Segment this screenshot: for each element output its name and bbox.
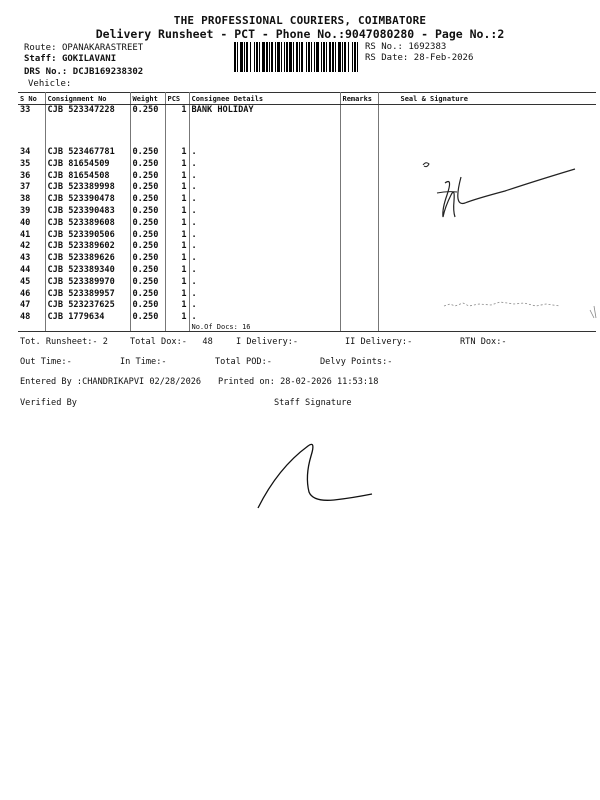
- faint-stamp-marks: [440, 292, 600, 322]
- consignment-no-cell: CJB 81654509: [45, 159, 130, 171]
- seal-signature-cell: [378, 277, 596, 289]
- company-title: THE PROFESSIONAL COURIERS, COIMBATORE: [173, 14, 427, 27]
- table-row: [18, 253, 596, 265]
- sno-cell: 46: [18, 289, 45, 301]
- consignee-details-cell: .: [189, 230, 340, 242]
- consignment-no-cell: CJB 81654508: [45, 171, 130, 183]
- pcs-cell: 1: [165, 241, 189, 253]
- pcs-cell: 1: [165, 265, 189, 277]
- handwritten-staff-signature: [250, 430, 380, 515]
- consignment-no-cell: CJB 523389602: [45, 241, 130, 253]
- sno-cell: 39: [18, 206, 45, 218]
- consignee-details-cell: .: [189, 241, 340, 253]
- staff-value: GOKILAVANI: [61, 54, 117, 64]
- consignee-details-cell: .: [189, 194, 340, 206]
- weight-cell: 0.250: [130, 265, 165, 277]
- consignee-details-cell: .: [189, 300, 340, 312]
- weight-cell: 0.250: [130, 277, 165, 289]
- pcs-cell: 1: [165, 171, 189, 183]
- pcs-cell: 1: [165, 105, 189, 148]
- table-row: [18, 241, 596, 253]
- pcs-cell: 1: [165, 300, 189, 312]
- rs-no-line: [365, 42, 446, 53]
- sno-cell: 45: [18, 277, 45, 289]
- route-label: Route:: [24, 43, 57, 53]
- i-delivery: I Delivery:-: [236, 337, 299, 347]
- consignment-no-cell: CJB 523390483: [45, 206, 130, 218]
- col-sno: S No: [18, 93, 45, 105]
- remarks-cell: [340, 253, 378, 265]
- weight-cell: 0.250: [130, 300, 165, 312]
- pcs-cell: 1: [165, 182, 189, 194]
- route-value: OPANAKARASTREET: [61, 43, 144, 53]
- pcs-cell: 1: [165, 289, 189, 301]
- sno-cell: 35: [18, 159, 45, 171]
- pcs-cell: 1: [165, 312, 189, 332]
- runsheet-title: Delivery Runsheet - PCT - Phone No.:9047080280 - Page No.:2: [95, 27, 505, 41]
- handwritten-signature-receiver: [415, 155, 585, 225]
- staff-line: [24, 54, 116, 65]
- consignee-details-cell: .: [189, 277, 340, 289]
- consignment-no-cell: CJB 523390506: [45, 230, 130, 242]
- out-time: Out Time:-: [20, 357, 72, 367]
- consignment-no-cell: CJB 523389340: [45, 265, 130, 277]
- sno-cell: 33: [18, 105, 45, 148]
- tot-runsheet: Tot. Runsheet:- 2: [20, 337, 108, 347]
- staff-label: Staff:: [24, 54, 57, 64]
- remarks-cell: [340, 147, 378, 159]
- weight-cell: 0.250: [130, 253, 165, 265]
- rtn-dox: RTN Dox:-: [460, 337, 507, 347]
- pcs-cell: 1: [165, 147, 189, 159]
- rs-date-label: RS Date:: [365, 53, 409, 63]
- remarks-cell: [340, 265, 378, 277]
- consignee-details-cell: .: [189, 171, 340, 183]
- consignment-no-cell: CJB 523237625: [45, 300, 130, 312]
- sno-cell: 36: [18, 171, 45, 183]
- total-pod: Total POD:-: [215, 357, 272, 367]
- col-seal: Seal & Signature: [378, 93, 596, 105]
- consignment-no-cell: CJB 523389626: [45, 253, 130, 265]
- weight-cell: 0.250: [130, 171, 165, 183]
- rs-date-value: 28-Feb-2026: [413, 53, 474, 63]
- consignee-details-cell: .: [189, 206, 340, 218]
- table-row: [18, 265, 596, 277]
- remarks-cell: [340, 277, 378, 289]
- sno-cell: 34: [18, 147, 45, 159]
- pcs-cell: 1: [165, 194, 189, 206]
- rs-no-label: RS No.:: [365, 42, 403, 52]
- sno-cell: 43: [18, 253, 45, 265]
- col-remarks: Remarks: [340, 93, 378, 105]
- weight-cell: 0.250: [130, 206, 165, 218]
- sno-cell: 42: [18, 241, 45, 253]
- remarks-cell: [340, 312, 378, 332]
- staff-signature-label: Staff Signature: [274, 398, 352, 408]
- table-row: [18, 277, 596, 289]
- seal-signature-cell: [378, 253, 596, 265]
- pcs-cell: 1: [165, 253, 189, 265]
- rs-date-line: [365, 53, 473, 64]
- consignment-no-cell: CJB 1779634: [45, 312, 130, 332]
- seal-signature-cell: [378, 230, 596, 242]
- consignee-details-cell: .: [189, 289, 340, 301]
- weight-cell: 0.250: [130, 182, 165, 194]
- weight-cell: 0.250: [130, 194, 165, 206]
- table-row: [18, 105, 596, 148]
- drs-line: [24, 67, 143, 78]
- remarks-cell: [340, 206, 378, 218]
- consignment-no-cell: CJB 523389608: [45, 218, 130, 230]
- weight-cell: 0.250: [130, 147, 165, 159]
- consignee-details-cell: . No.Of Docs: 16: [189, 312, 340, 332]
- delvy-points: Delvy Points:-: [320, 357, 393, 367]
- col-pcs: PCS: [165, 93, 189, 105]
- remarks-cell: [340, 218, 378, 230]
- total-dox: Total Dox:- 48: [130, 337, 213, 347]
- route-line: [24, 43, 143, 54]
- weight-cell: 0.250: [130, 230, 165, 242]
- sno-cell: 41: [18, 230, 45, 242]
- printed-on: Printed on: 28-02-2026 11:53:18: [218, 377, 379, 387]
- vehicle-label: Vehicle:: [28, 79, 72, 89]
- remarks-cell: [340, 300, 378, 312]
- remarks-cell: [340, 230, 378, 242]
- pcs-cell: 1: [165, 230, 189, 242]
- col-consignee: Consignee Details: [189, 93, 340, 105]
- sno-cell: 44: [18, 265, 45, 277]
- pcs-cell: 1: [165, 206, 189, 218]
- consignee-details-cell: .: [189, 159, 340, 171]
- weight-cell: 0.250: [130, 218, 165, 230]
- entered-by: Entered By :CHANDRIKAPVI 02/28/2026: [20, 377, 202, 387]
- sno-cell: 40: [18, 218, 45, 230]
- consignee-details-cell: BANK HOLIDAY: [189, 105, 340, 148]
- in-time: In Time:-: [120, 357, 167, 367]
- seal-signature-cell: [378, 241, 596, 253]
- consignment-no-cell: CJB 523467781: [45, 147, 130, 159]
- remarks-cell: [340, 241, 378, 253]
- consignee-details-cell: .: [189, 253, 340, 265]
- sno-cell: 48: [18, 312, 45, 332]
- consignment-no-cell: CJB 523389957: [45, 289, 130, 301]
- consignment-no-cell: CJB 523347228: [45, 105, 130, 148]
- consignment-no-cell: CJB 523389998: [45, 182, 130, 194]
- rs-no-value: 1692383: [408, 42, 447, 52]
- weight-cell: 0.250: [130, 159, 165, 171]
- remarks-cell: [340, 289, 378, 301]
- consignee-details-cell: .: [189, 182, 340, 194]
- col-consignment: Consignment No: [45, 93, 130, 105]
- barcode-image: [234, 42, 360, 72]
- remarks-cell: [340, 182, 378, 194]
- seal-signature-cell: [378, 265, 596, 277]
- weight-cell: 0.250: [130, 289, 165, 301]
- pcs-cell: 1: [165, 277, 189, 289]
- consignee-details-cell: .: [189, 218, 340, 230]
- consignment-no-cell: CJB 523389970: [45, 277, 130, 289]
- remarks-cell: [340, 105, 378, 148]
- table-row: [18, 230, 596, 242]
- consignee-details-cell: .: [189, 265, 340, 277]
- remarks-cell: [340, 194, 378, 206]
- weight-cell: 0.250: [130, 312, 165, 332]
- remarks-cell: [340, 171, 378, 183]
- pcs-cell: 1: [165, 159, 189, 171]
- sno-cell: 37: [18, 182, 45, 194]
- drs-value: DCJB169238302: [72, 67, 144, 77]
- verified-by: Verified By: [20, 398, 77, 408]
- seal-signature-cell: [378, 105, 596, 148]
- sno-cell: 47: [18, 300, 45, 312]
- drs-label: DRS No.:: [24, 67, 68, 77]
- table-header-row: [18, 93, 596, 105]
- consignee-details-cell: .: [189, 147, 340, 159]
- weight-cell: 0.250: [130, 105, 165, 148]
- remarks-cell: [340, 159, 378, 171]
- sno-cell: 38: [18, 194, 45, 206]
- no-of-docs: No.Of Docs: 16: [191, 323, 251, 332]
- pcs-cell: 1: [165, 218, 189, 230]
- consignment-no-cell: CJB 523390478: [45, 194, 130, 206]
- ii-delivery: II Delivery:-: [345, 337, 413, 347]
- weight-cell: 0.250: [130, 241, 165, 253]
- col-weight: Weight: [130, 93, 165, 105]
